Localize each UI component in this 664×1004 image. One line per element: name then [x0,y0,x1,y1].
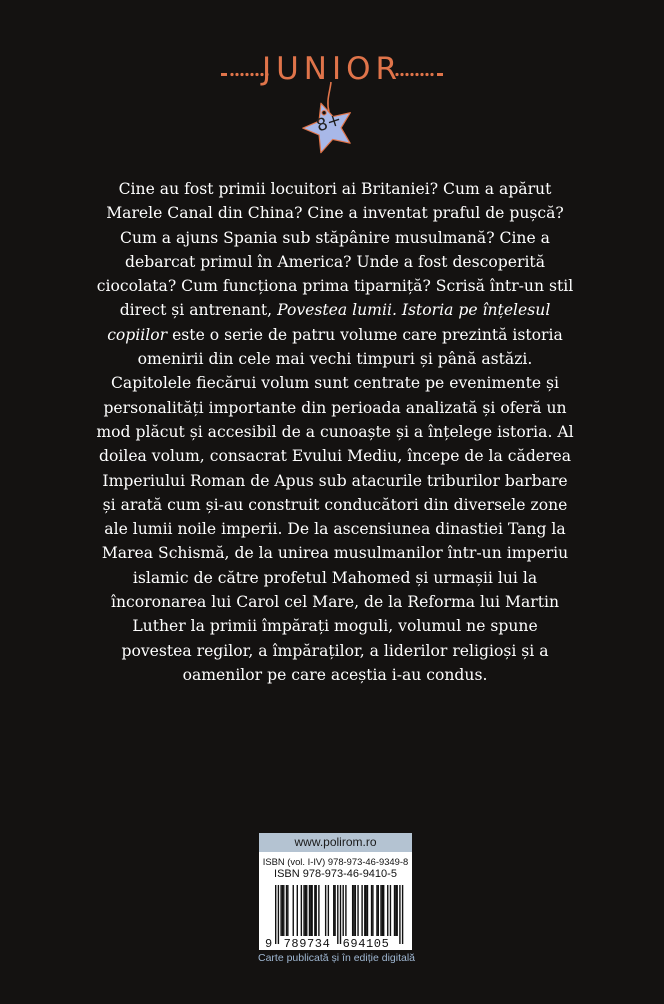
barcode-bar [306,885,307,936]
book-blurb [96,177,574,687]
digital-edition-note: Carte publicată și în ediție digitală [258,952,416,964]
barcode-bar [382,885,383,936]
barcode-bar [402,885,403,944]
blurb-intro: Cine au fost primii locuitori ai Britaniei? Cum a apărut Marele Canal din China? Cine a inventat praful de pușcă? Cum a ajuns Spania sub stăpânire musulmană? Cine a debarcat primul în America? Unde a fost descoperită ciocolata? Cum funcționa prima tiparniță? Scrisă într-un stil direct și antrenant, [96,180,574,320]
barcode-bar [365,885,366,936]
barcode-bar [309,885,310,936]
barcode-bar [318,885,319,936]
barcode-bar [283,885,284,936]
junior-logo [0,0,664,170]
barcode-bar [297,885,298,936]
barcode-bar [345,885,346,936]
barcode-bar [364,885,365,936]
barcode-bar [286,885,287,936]
barcode-bar [397,885,398,936]
barcode-bar [399,885,400,944]
barcode-panel [259,833,412,950]
barcode-bar [282,885,283,936]
barcode-bar [343,885,344,936]
isbn-series: ISBN (vol. I-IV) 978-973-46-9349-8 [262,856,409,867]
book-title-italic: Povestea lumii. Istoria pe înțelesul copiilor [107,301,551,344]
barcode-bar [367,885,368,936]
barcode-bar [280,885,281,936]
barcode-bar [395,885,396,936]
barcode-bar [352,885,353,936]
barcode-bar [316,885,317,936]
barcode-bar [357,885,358,936]
barcode-bar [372,885,373,936]
ean-barcode [259,884,412,950]
barcode-digit-lead: 9 [265,937,273,950]
barcode-bar [305,885,306,936]
barcode-bar [303,885,304,936]
barcode-bar [328,885,329,936]
barcode-bar [310,885,311,936]
barcode-bar [333,885,334,936]
age-rating-label: 8+ [313,109,345,137]
barcode-bar [355,885,356,936]
barcode-bar [301,885,302,936]
barcode-bar [361,885,362,936]
barcode-bar [278,885,279,944]
barcode-bar [383,885,384,936]
barcode-bar [325,885,326,936]
barcode-bar [314,885,315,936]
barcode-bars [275,885,403,944]
barcode-bar [337,885,338,944]
barcode-bar [275,885,276,944]
barcode-bar [334,885,335,936]
barcode-bar [371,885,372,936]
blurb-description: este o serie de patru volume care prezintă istoria omenirii din cele mai vechi timpuri și până astăzi. Capitolele fiecărui volum sunt centrate pe evenimente și personalități importante din perioada analizată și oferă un mod plăcut și accesibil de a cunoaște și a înțelege istoria. Al doilea volum, consacrat Evului Mediu, începe de la căderea Imperiului Roman de Apus sub atacurile triburilor barbare și arată cum și-au construit conducători din diversele zone ale lumii noile imperii. De la ascensiunea dinastiei Tang la Marea Schismă, de la unirea musulmanilor într-un imperiu islamic de către profetul Mahomed și urmașii lui la încoronarea lui Carol cel Mare, de la Reforma lui Martin Luther la primii împărați moguli, volumul ne spune povestea regilor, a împăraților, a liderilor religioși și a oamenilor pe care aceștia i-au condus. [96,325,574,684]
barcode-bar [287,885,288,936]
isbn-volume: ISBN 978-973-46-9410-5 [274,868,397,880]
barcode-bar [340,885,341,944]
barcode-digits-left: 789734 [283,937,331,950]
publisher-website: www.polirom.ro [259,833,412,852]
junior-wordmark: JUNIOR [261,51,403,87]
barcode-bar [387,885,388,936]
barcode-digits-right: 694105 [342,937,390,950]
barcode-bar [380,885,381,936]
barcode-bar [390,885,391,936]
barcode-bar [394,885,395,936]
barcode-bar [378,885,379,936]
barcode-bar [376,885,377,936]
barcode-bar [353,885,354,936]
barcode-bar [311,885,312,936]
barcode-bar [293,885,294,936]
